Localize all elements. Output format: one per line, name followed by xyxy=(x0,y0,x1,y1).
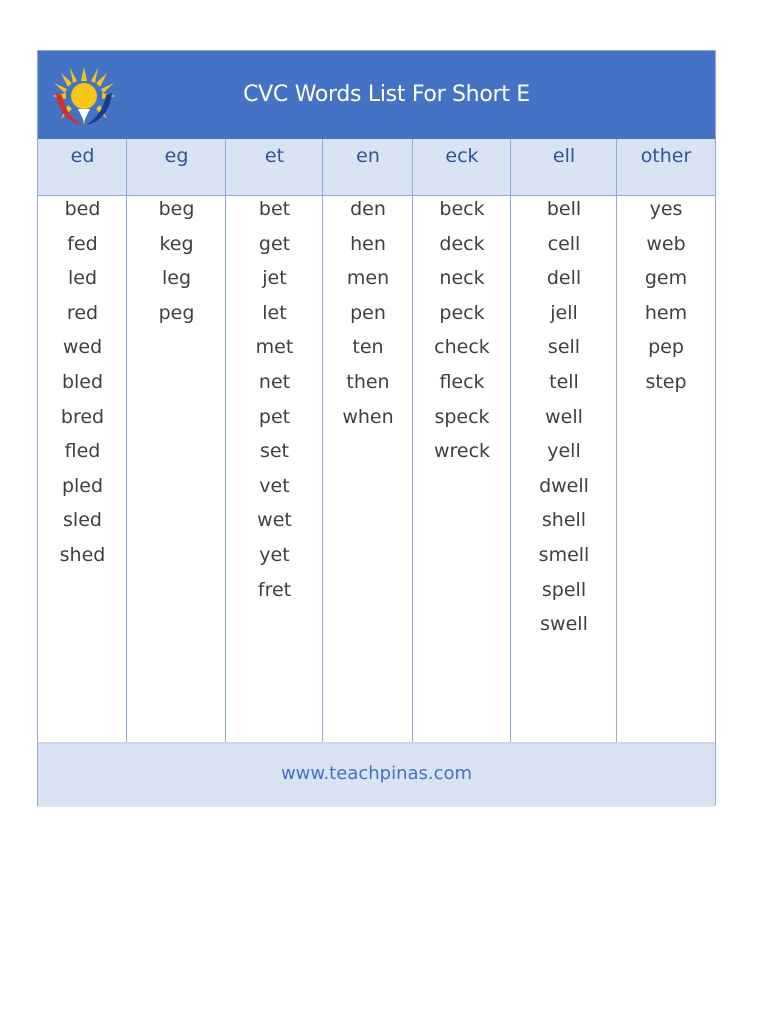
word-cell: smell xyxy=(538,543,590,566)
word-cell: pet xyxy=(258,405,291,428)
word-cell: dwell xyxy=(539,474,589,497)
word-cell: pen xyxy=(350,301,386,324)
word-cell: well xyxy=(545,405,583,428)
word-cell: then xyxy=(346,370,390,393)
word-cell: jell xyxy=(550,301,578,324)
column-header-ell: ell xyxy=(552,145,576,167)
column-divider xyxy=(412,139,413,742)
word-cell: ten xyxy=(352,336,384,359)
word-cell: bled xyxy=(61,370,104,393)
word-cell: tell xyxy=(549,370,579,393)
word-cell: swell xyxy=(540,613,588,636)
column-header-other: other xyxy=(640,145,692,167)
column-header-et: et xyxy=(264,145,285,167)
word-column-en xyxy=(323,196,413,741)
word-column-ell xyxy=(511,196,617,741)
column-divider xyxy=(616,139,617,742)
column-header-ed: ed xyxy=(70,145,95,167)
column-header-eg: eg xyxy=(164,145,189,167)
word-list-sheet xyxy=(37,50,716,806)
word-cell: hem xyxy=(644,301,688,324)
word-cell: pep xyxy=(648,336,684,359)
page-title: CVC Words List For Short E xyxy=(243,82,530,107)
word-cell: fleck xyxy=(439,370,485,393)
word-cell: pled xyxy=(61,474,104,497)
word-cell: shell xyxy=(541,509,587,532)
column-header-row xyxy=(38,139,715,196)
column-divider xyxy=(126,139,127,742)
word-cell: spell xyxy=(541,578,587,601)
word-cell: gem xyxy=(644,267,688,290)
word-cell: den xyxy=(350,198,386,220)
word-cell: neck xyxy=(439,267,485,290)
word-cell: deck xyxy=(439,232,485,255)
word-cell: wet xyxy=(257,509,292,532)
word-cell: vet xyxy=(259,474,290,497)
word-cell: bell xyxy=(546,198,582,220)
word-cell: speck xyxy=(434,405,490,428)
word-cell: men xyxy=(346,267,390,290)
word-cell: check xyxy=(434,336,490,359)
word-cell: peck xyxy=(439,301,485,324)
word-cell: peg xyxy=(158,301,195,324)
word-cell: yell xyxy=(547,440,581,463)
word-cell: get xyxy=(258,232,291,255)
word-column-et xyxy=(226,196,323,741)
footer-url: www.teachpinas.com xyxy=(38,742,715,807)
column-header-en: en xyxy=(356,145,380,167)
word-cell: net xyxy=(258,370,291,393)
word-cell: wreck xyxy=(433,440,491,463)
word-cell: fled xyxy=(64,440,101,463)
column-divider xyxy=(225,139,226,742)
word-cell: jet xyxy=(262,267,287,290)
word-cell: beg xyxy=(158,198,195,220)
word-cell: fret xyxy=(257,578,292,601)
word-cell: leg xyxy=(161,267,192,290)
word-cell: bed xyxy=(64,198,101,220)
word-cell: hen xyxy=(350,232,386,255)
word-cell: led xyxy=(67,267,98,290)
word-cell: when xyxy=(342,405,394,428)
word-cell: met xyxy=(255,336,294,359)
column-divider xyxy=(322,139,323,742)
word-column-other xyxy=(617,196,715,741)
word-cell: web xyxy=(646,232,686,255)
word-cell: wed xyxy=(62,336,103,359)
word-cell: set xyxy=(259,440,290,463)
word-cell: let xyxy=(262,301,287,324)
word-column-eg xyxy=(127,196,226,741)
word-column-ed xyxy=(38,196,127,741)
column-header-eck: eck xyxy=(445,145,479,167)
word-cell: shed xyxy=(59,543,106,566)
word-cell: bet xyxy=(258,198,291,220)
word-cell: keg xyxy=(159,232,194,255)
word-cell: fed xyxy=(67,232,98,255)
word-cell: sell xyxy=(547,336,581,359)
word-cell: dell xyxy=(546,267,582,290)
title-bar xyxy=(38,51,715,139)
word-cell: yet xyxy=(259,543,290,566)
word-cell: red xyxy=(66,301,99,324)
word-cell: yes xyxy=(649,198,683,220)
word-cell: bred xyxy=(60,405,105,428)
philippine-sun-logo-icon xyxy=(48,63,120,129)
word-cell: step xyxy=(645,370,687,393)
word-columns xyxy=(38,196,715,741)
word-cell: cell xyxy=(547,232,581,255)
column-divider xyxy=(510,139,511,742)
word-column-eck xyxy=(413,196,511,741)
word-cell: sled xyxy=(63,509,102,532)
word-cell: beck xyxy=(439,198,485,220)
